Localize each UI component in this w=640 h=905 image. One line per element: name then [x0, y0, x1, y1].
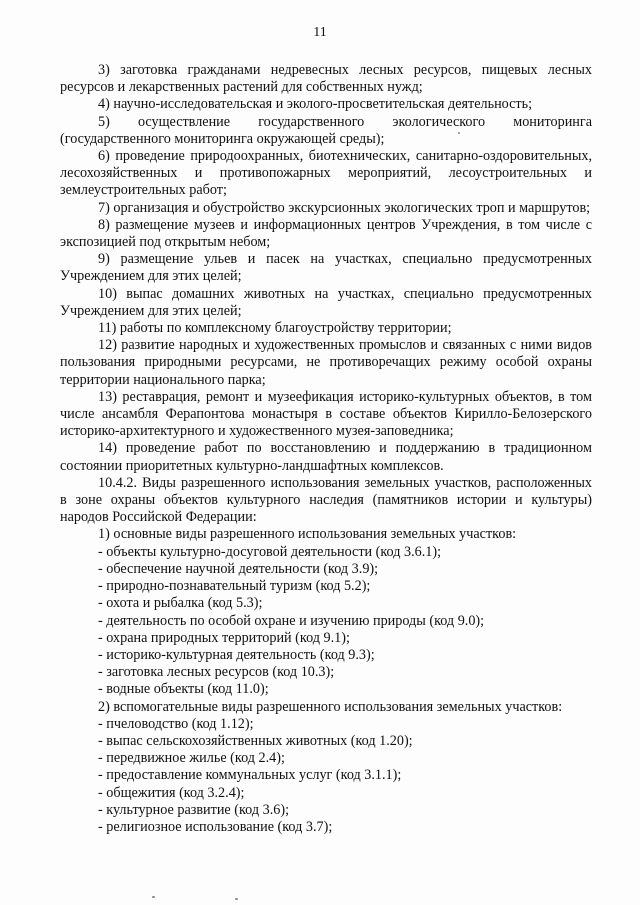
document-body [60, 62, 592, 836]
list-item: - выпас сельскохозяйственных животных (код 1.20); [98, 732, 413, 749]
list-item: - общежития (код 3.2.4); [98, 784, 245, 801]
main-uses-list [60, 544, 592, 699]
page-number: 11 [313, 25, 327, 40]
paragraph-item-11: 11) работы по комплексному благоустройству территории; [98, 320, 452, 337]
list-item: - культурное развитие (код 3.6); [98, 801, 290, 818]
list-item: - предоставление коммунальных услуг (код 3.1.1); [98, 767, 402, 784]
paragraph-item-9: 9) размещение ульев и пасек на участках, специально предусмотренных Учреждением для этих целей; [60, 251, 592, 285]
paragraph-item-6: 6) проведение природоохранных, биотехнических, санитарно-оздоровительных, лесохозяйственных и противопожарных мероприятий, лесоустроительных и землеустроительных работ; [60, 148, 592, 199]
scan-speck [235, 898, 238, 900]
list-item: - пчеловодство (код 1.12); [98, 715, 254, 732]
paragraph-item-14: 14) проведение работ по восстановлению и поддержанию в традиционном состоянии приоритетных культурно-ландшафтных комплексов. [60, 440, 592, 474]
list-item: - обеспечение научной деятельности (код 3.9); [98, 560, 379, 577]
list-item: - объекты культурно-досуговой деятельности (код 3.6.1); [98, 543, 442, 560]
list-item: - передвижное жилье (код 2.4); [98, 750, 285, 767]
scan-speck [458, 132, 460, 134]
list-item: - охота и рыбалка (код 5.3); [98, 595, 263, 612]
paragraph-item-10: 10) выпас домашних животных на участках, специально предусмотренных Учреждением для этих целей; [60, 285, 592, 319]
list-item: - природно-познавательный туризм (код 5.2); [98, 578, 371, 595]
list-item: - деятельность по особой охране и изучению природы (код 9.0); [98, 612, 485, 629]
list-item: - религиозное использование (код 3.7); [98, 818, 333, 835]
list-item: - водные объекты (код 11.0); [98, 681, 269, 698]
paragraph-item-3: 3) заготовка гражданами недревесных лесных ресурсов, пищевых лесных ресурсов и лекарственных растений для собственных нужд; [60, 62, 592, 96]
scan-speck [152, 896, 155, 898]
main-uses-heading: 1) основные виды разрешенного использования земельных участков: [98, 526, 517, 543]
auxiliary-uses-list [60, 716, 592, 836]
auxiliary-uses-heading: 2) вспомогательные виды разрешенного использования земельных участков: [98, 698, 563, 715]
paragraph-item-13: 13) реставрация, ремонт и музеефикация историко-культурных объектов, в том числе ансамбля Ферапонтова монастыря в составе объектов Кирилло-Белозерского историко-архитектурного и художественного музея-заповедника; [60, 388, 592, 440]
list-item: - заготовка лесных ресурсов (код 10.3); [98, 664, 335, 681]
list-item: - историко-культурная деятельность (код 9.3); [98, 646, 375, 663]
paragraph-item-7: 7) организация и обустройство экскурсионных экологических троп и маршрутов; [98, 199, 591, 216]
paragraph-item-5: 5) осуществление государственного экологического мониторинга (государственного мониторинга окружающей среды); [60, 113, 592, 147]
section-10-4-2: 10.4.2. Виды разрешенного использования земельных участков, расположенных в зоне охраны объектов культурного наследия (памятников истории и культуры) народов Российской Федерации: [60, 474, 592, 526]
paragraph-item-4: 4) научно-исследовательская и эколого-просветительская деятельность; [98, 96, 533, 113]
paragraph-item-12: 12) развитие народных и художественных промыслов и связанных с ними видов пользования природными ресурсами, не противоречащих режиму особой охраны территории национального парка; [60, 337, 592, 388]
list-item: - охрана природных территорий (код 9.1); [98, 629, 350, 646]
paragraph-item-8: 8) размещение музеев и информационных центров Учреждения, в том числе с экспозицией под открытым небом; [60, 216, 592, 251]
